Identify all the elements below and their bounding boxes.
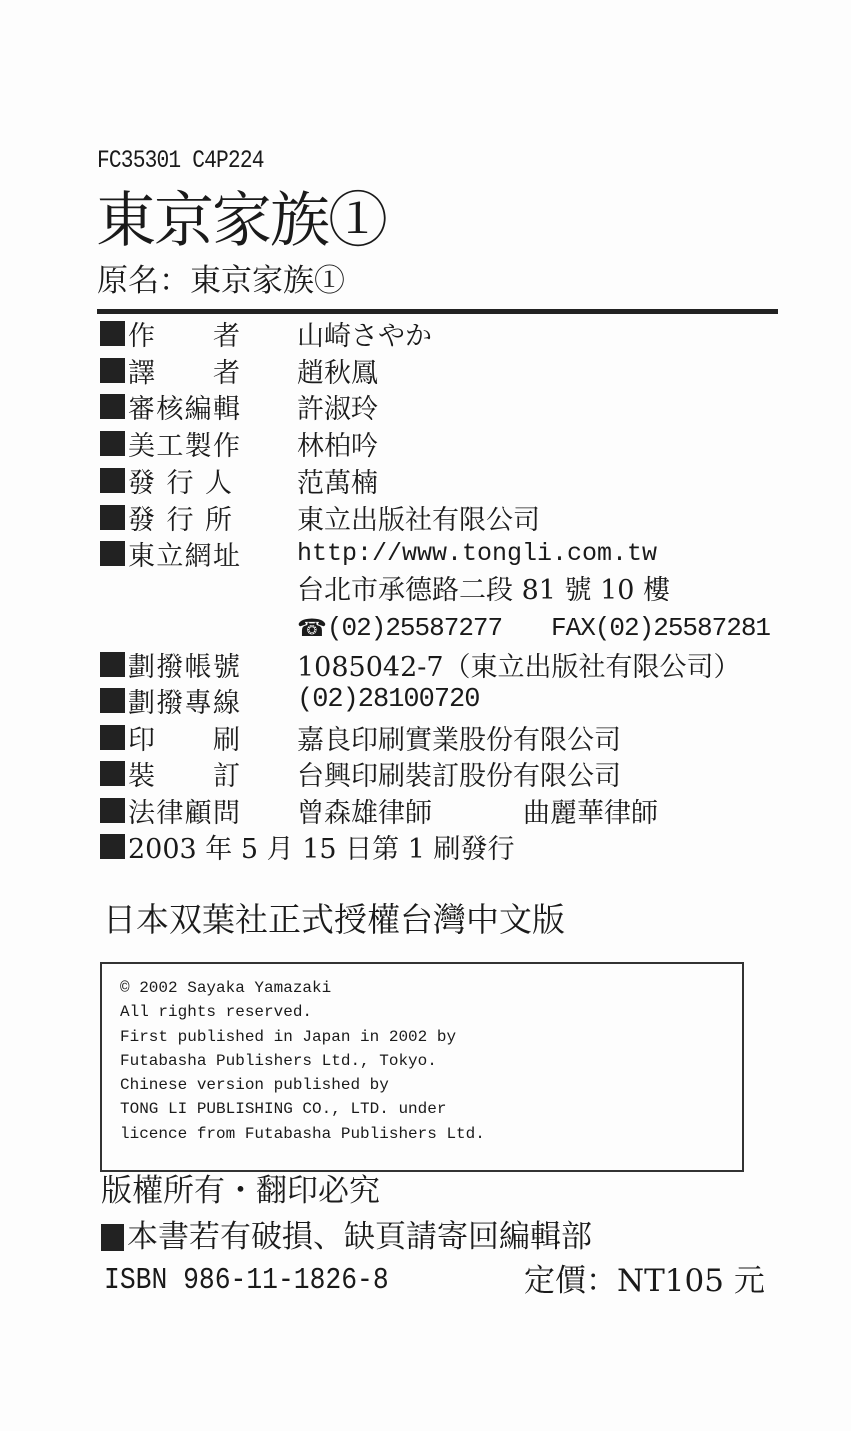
- credit-value: 嘉良印刷實業股份有限公司: [297, 724, 621, 756]
- copyright-line: Futabasha Publishers Ltd., Tokyo.: [120, 1051, 437, 1070]
- product-code: FC35301 C4P224: [97, 146, 264, 175]
- edition-date: 2003 年 5 月 15 日第 1 刷發行: [128, 833, 515, 865]
- bullet-square-icon: [100, 505, 125, 530]
- credit-value: 台興印刷裝訂股份有限公司: [297, 760, 621, 792]
- credit-label: 作者: [128, 320, 240, 352]
- credit-row-publisher: [100, 463, 378, 499]
- copyright-line: First published in Japan in 2002 by: [120, 1027, 457, 1046]
- credit-label: 劃撥帳號: [128, 651, 240, 683]
- bullet-square-icon: [100, 761, 125, 786]
- address: 台北市承德路二段 81 號 10 樓: [297, 575, 671, 606]
- license-statement: 日本双葉社正式授權台灣中文版: [103, 900, 565, 939]
- credit-row-postal-account: [100, 647, 741, 683]
- copyright-line: All rights reserved.: [120, 1003, 313, 1022]
- credit-value-2: 曲麗華律師: [523, 797, 658, 829]
- credit-label: 裝訂: [128, 760, 240, 792]
- copyright-line: TONG LI PUBLISHING CO., LTD. under: [120, 1100, 447, 1119]
- credit-row-publishing-house: [100, 500, 540, 536]
- phone-number: (02)25587277: [326, 613, 503, 643]
- bullet-square-icon: [100, 358, 125, 383]
- credit-row-binding: [100, 756, 621, 792]
- credit-label: 法律顧問: [128, 797, 240, 829]
- original-title: 原名：東京家族①: [97, 263, 345, 299]
- bullet-square-icon: [100, 394, 125, 419]
- bullet-square-icon: [100, 725, 125, 750]
- telephone-icon: ☎: [297, 614, 327, 642]
- credit-label: 東立網址: [128, 540, 240, 572]
- price: 定價：NT105 元: [524, 1263, 765, 1299]
- bullet-square-icon: [100, 541, 125, 566]
- credit-label: 審核編輯: [128, 393, 240, 425]
- edition-row: [100, 829, 515, 863]
- credit-label: 發行所: [128, 504, 232, 536]
- copyright-line: Chinese version published by: [120, 1076, 389, 1095]
- bullet-square-icon: [101, 1224, 124, 1251]
- credit-row-art: [100, 426, 378, 462]
- credit-value: 范萬楠: [297, 467, 378, 499]
- credit-value: 趙秋鳳: [297, 357, 378, 389]
- bullet-square-icon: [100, 468, 125, 493]
- credit-row-postal-line: [100, 683, 480, 719]
- credit-label: 發行人: [128, 467, 232, 499]
- credit-value: 1085042-7（東立出版社有限公司）: [297, 651, 741, 683]
- credit-label: 劃撥專線: [128, 687, 240, 719]
- credit-label: 印刷: [128, 724, 240, 756]
- credit-label: 譯者: [128, 357, 240, 389]
- website-link[interactable]: http://www.tongli.com.tw: [297, 538, 658, 568]
- phone-line: [297, 611, 502, 645]
- credit-row-legal: [100, 793, 658, 829]
- fax-number: FAX(02)25587281: [551, 613, 771, 643]
- return-notice-text: 本書若有破損、缺頁請寄回編輯部: [127, 1219, 592, 1255]
- credit-value: 東立出版社有限公司: [297, 504, 540, 536]
- credit-value: (02)28100720: [297, 685, 480, 715]
- credit-row-website: [100, 536, 658, 572]
- credit-value: 許淑玲: [297, 393, 378, 425]
- copyright-box: [100, 962, 744, 1172]
- bullet-square-icon: [100, 834, 125, 859]
- return-notice: [101, 1216, 592, 1258]
- credit-row-author: [100, 316, 432, 352]
- credit-row-translator: [100, 353, 378, 389]
- credit-value: 山崎さやか: [297, 320, 432, 352]
- bullet-square-icon: [100, 652, 125, 677]
- credit-row-printing: [100, 720, 621, 756]
- bullet-square-icon: [100, 688, 125, 713]
- credit-value: 林柏吟: [297, 430, 378, 462]
- credit-value: 曾森雄律師: [297, 797, 432, 829]
- copyright-line: © 2002 Sayaka Yamazaki: [120, 979, 332, 997]
- copyright-line: licence from Futabasha Publishers Ltd.: [120, 1124, 485, 1143]
- credit-row-editor: [100, 389, 378, 425]
- isbn: ISBN 986-11-1826-8: [104, 1263, 389, 1298]
- credit-label: 美工製作: [128, 430, 240, 462]
- bullet-square-icon: [100, 798, 125, 823]
- rights-reserved: 版權所有・翻印必究: [101, 1173, 380, 1209]
- bullet-square-icon: [100, 321, 125, 346]
- bullet-square-icon: [100, 431, 125, 456]
- book-title: 東京家族①: [96, 186, 386, 256]
